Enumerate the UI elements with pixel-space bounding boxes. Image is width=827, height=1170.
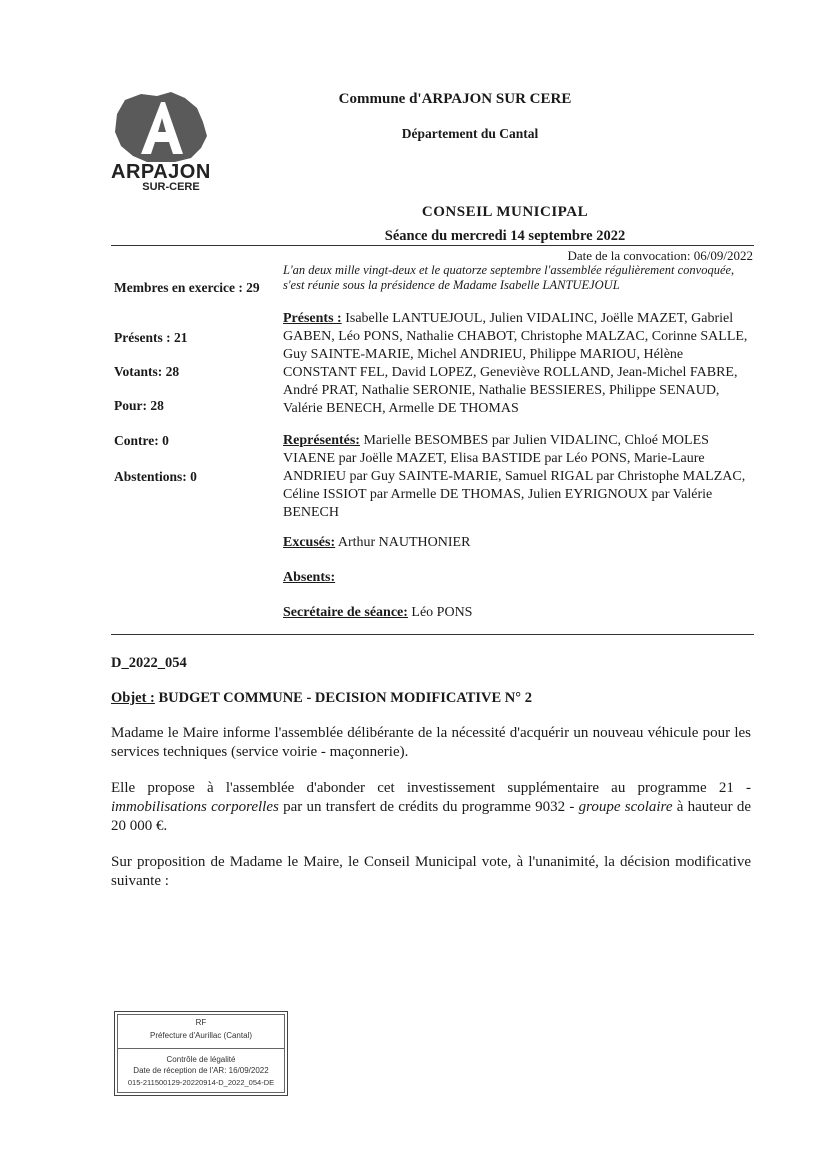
p2-part-e: à hauteur de 20 000 €.	[111, 799, 752, 834]
p2-part-d: groupe scolaire	[578, 799, 673, 815]
stamp-reception: Date de réception de l'AR: 16/09/2022	[133, 1066, 269, 1075]
stamp-rf: RF	[195, 1018, 207, 1027]
logo-text-arpajon: ARPAJON	[111, 161, 211, 183]
representes-label: Représentés:	[283, 433, 360, 448]
presents-count: Présents : 21	[114, 330, 188, 345]
presents-list	[283, 310, 753, 418]
excuses-list	[283, 534, 753, 552]
commune-logo	[111, 92, 211, 200]
representes-list	[283, 432, 753, 522]
p2-part-a: Elle propose à l'assemblée d'abonder cet investissement supplémentaire au programme 21 -	[111, 780, 751, 796]
secretaire-label: Secrétaire de séance:	[283, 605, 408, 620]
logo-text-sur-cere: SUR-CERE	[142, 181, 200, 193]
departement-title: Département du Cantal	[401, 126, 539, 141]
deliberation-reference: D_2022_054	[111, 655, 187, 671]
header-divider	[111, 245, 754, 246]
conseil-title: CONSEIL MUNICIPAL	[421, 204, 589, 220]
excuses-label: Excusés:	[283, 535, 336, 550]
secretaire-name: Léo PONS	[407, 605, 473, 620]
stamp-divider	[118, 1048, 284, 1049]
absents-label: Absents:	[283, 570, 336, 585]
excuses-names: Arthur NAUTHONIER	[335, 535, 471, 550]
absents-list	[283, 569, 753, 587]
contre-count: Contre: 0	[114, 433, 169, 448]
convocation-date: Date de la convocation: 06/09/2022	[567, 248, 753, 263]
pour-count: Pour: 28	[114, 398, 164, 413]
seance-date: Séance du mercredi 14 septembre 2022	[384, 228, 626, 244]
commune-title: Commune d'ARPAJON SUR CERE	[338, 91, 572, 107]
section-divider	[111, 634, 754, 635]
paragraph-1: Madame le Maire informe l'assemblée délibérante de la nécessité d'acquérir un nouveau véhicule pour les services techniques (service voirie - maçonnerie).	[111, 725, 751, 760]
p2-part-b: immobilisations corporelles	[111, 799, 279, 815]
votants-count: Votants: 28	[114, 364, 180, 379]
abstentions-count: Abstentions: 0	[114, 469, 197, 484]
membres-count: Membres en exercice : 29	[114, 280, 260, 295]
stamp-controle: Contrôle de légalité	[166, 1055, 236, 1064]
cantal-map-icon	[111, 92, 211, 162]
deliberation-objet	[111, 690, 751, 707]
representes-names: Marielle BESOMBES par Julien VIDALINC, Chloé MOLES VIAENE par Joëlle MAZET, Elisa BASTIDE par Léo PONS, Marie-Laure ANDRIEU par Guy SAINTE-MARIE, Samuel RIGAL par Christophe MALZAC, Céline ISSIOT par Armelle DE THOMAS, Julien EYRIGNOUX par Valérie BENECH	[283, 433, 746, 520]
intro-text: L'an deux mille vingt-deux et le quatorze septembre l'assemblée régulièrement convoquée, s'est réunie sous la présidence de Madame Isabelle LANTUEJOUL	[283, 263, 735, 292]
prefecture-stamp	[114, 1011, 288, 1096]
objet-text: BUDGET COMMUNE - DECISION MODIFICATIVE N° 2	[154, 690, 532, 706]
p2-part-c: par un transfert de crédits du programme 9032 -	[278, 799, 579, 815]
secretaire-line	[283, 604, 753, 622]
presents-label: Présents :	[283, 311, 342, 326]
objet-label: Objet :	[111, 690, 155, 706]
paragraph-3: Sur proposition de Madame le Maire, le Conseil Municipal vote, à l'unanimité, la décision modificative suivante :	[111, 854, 751, 889]
stamp-prefecture: Préfecture d'Aurillac (Cantal)	[149, 1031, 252, 1040]
paragraph-2	[111, 779, 751, 836]
stamp-id: 015-211500129-20220914-D_2022_054-DE	[127, 1078, 275, 1087]
presents-names: Isabelle LANTUEJOUL, Julien VIDALINC, Joëlle MAZET, Gabriel GABEN, Léo PONS, Nathalie CHABOT, Christophe MALZAC, Corinne SALLE, Guy SAINTE-MARIE, Michel ANDRIEU, Philippe MARIOU, Hélène CONSTANT FEL, David LOPEZ, Geneviève ROLLAND, Jean-Michel FABRE, André PRAT, Nathalie SERONIE, Nathalie BESSIERES, Philippe SENAUD, Valérie BENECH, Armelle DE THOMAS	[283, 311, 748, 416]
